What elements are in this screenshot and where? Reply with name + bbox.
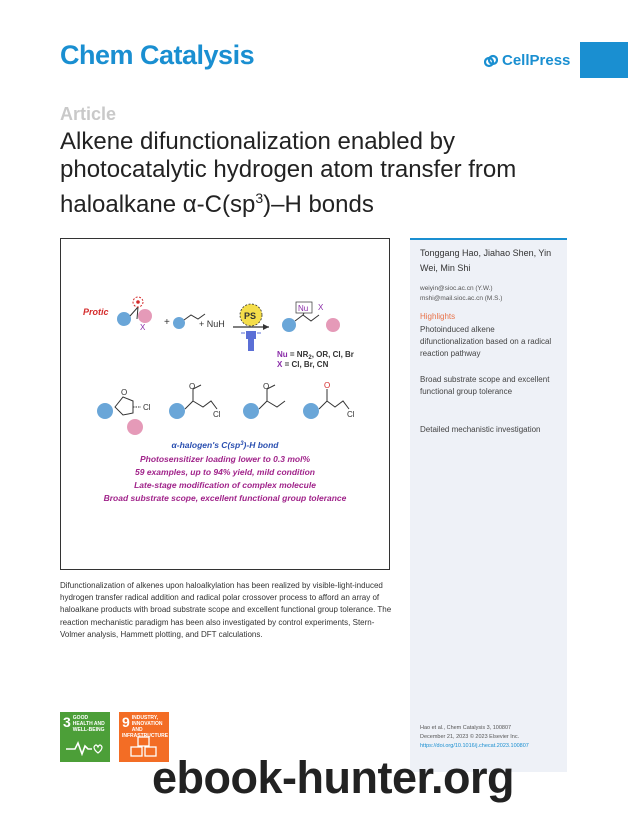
nu-def-sub: 2 — [308, 355, 312, 361]
example2-cl-label: Cl — [213, 410, 221, 419]
publication-date: December 21, 2023 © 2023 Elsevier Inc. — [420, 734, 520, 740]
nu-def-label: Nu — [277, 350, 288, 359]
graphical-abstract — [60, 238, 390, 570]
example-product-4 — [303, 381, 355, 419]
example-product-1 — [97, 388, 151, 435]
product-pink-ball — [326, 318, 340, 332]
nu-def-eq: = NR — [287, 350, 309, 359]
example1-cl-label: Cl — [143, 403, 151, 412]
heartbeat-icon — [66, 740, 104, 756]
reactant-pink-ball — [138, 309, 152, 323]
sdg-badge-3 — [60, 712, 110, 762]
example-product-3 — [243, 382, 285, 419]
article-title — [60, 128, 560, 219]
product-x-label: X — [318, 303, 324, 312]
highlight-item: Photoinduced alkene difunctionalization based on a radical reaction pathway — [420, 325, 552, 358]
title-line-2: photocatalytic hydrogen atom transfer from — [60, 156, 517, 183]
email-link[interactable]: weiyin@sioc.ac.cn (Y.W.) — [420, 285, 493, 292]
sdg-number: 9 — [122, 714, 130, 730]
author-list: Tonggang Hao, Jiahao Shen, Yin Wei, Min Shi — [420, 248, 552, 273]
bond-label — [172, 440, 280, 450]
example-product-2 — [169, 382, 221, 419]
x-definition — [277, 360, 329, 369]
author-emails — [420, 284, 502, 304]
sdg-label: GOOD HEALTH AND WELL-BEING — [72, 715, 105, 733]
sidebar-panel — [410, 238, 567, 772]
feature-line: Broad substrate scope, excellent functional group tolerance — [103, 493, 347, 503]
reactant-blue-ball — [117, 312, 131, 326]
plus-sign: + — [164, 317, 170, 328]
alkene-blue-ball — [173, 317, 185, 329]
abstract-text: Difunctionalization of alkenes upon haloalkylation has been realized by visible-light-induced hydrogen transfer radical addition and radical polar crossover process to afford an array of haloalkane products with broad substrate scope and excellent functional group tolerance. The reaction mechanistic paradigm has been also investigated by control experiments, Stern-Volmer analysis, Hammett plotting, and DFT calculations. — [60, 581, 392, 639]
citation-block — [420, 724, 529, 751]
led-lamp-icon — [241, 331, 261, 351]
product-blue-ball — [282, 318, 296, 332]
highlight-item: Detailed mechanistic investigation — [420, 425, 541, 434]
feature-line: 59 examples, up to 94% yield, mild condition — [135, 467, 315, 477]
highlights-heading: Highlights — [420, 312, 456, 321]
x-def-rest: = Cl, Br, CN — [282, 360, 329, 369]
corner-block — [580, 42, 628, 78]
title-line-3-pre: haloalkane α-C(sp — [60, 191, 256, 218]
title-line-3-sup: 3 — [255, 190, 264, 206]
feature-line: Photosensitizer loading lower to 0.3 mol% — [139, 454, 311, 464]
citation-text: Hao et al., Chem Catalysis 3, 100807 — [420, 725, 512, 731]
product-nu-label: Nu — [298, 304, 309, 313]
nuh-reagent: + NuH — [199, 319, 225, 329]
doi-link[interactable]: https://doi.org/10.1016/j.checat.2023.100807 — [420, 743, 529, 749]
ps-label: PS — [244, 311, 257, 321]
email-link[interactable]: mshi@mail.sioc.ac.cn (M.S.) — [420, 295, 503, 302]
bond-label-pre: α-halogen's C(sp — [171, 440, 241, 450]
example4-cl-label: Cl — [347, 410, 355, 419]
example2-o-label: O — [189, 382, 196, 391]
article-type: Article — [60, 104, 117, 124]
protic-label: Protic — [83, 307, 109, 317]
cellpress-logo — [484, 52, 570, 69]
nu-def-rest: , OR, Cl, Br — [311, 350, 354, 359]
feature-line: Late-stage modification of complex molecule — [134, 480, 316, 490]
title-line-1: Alkene difunctionalization enabled by — [60, 128, 455, 155]
watermark-text: ebook-hunter.org — [152, 752, 514, 803]
example1-o-label: O — [121, 388, 128, 397]
example3-o-label: O — [263, 382, 270, 391]
cellpress-icon — [484, 54, 498, 68]
bond-label-sup: 3 — [240, 441, 244, 447]
sdg-label: INDUSTRY, INNOVATION AND INFRASTRUCTURE — [122, 715, 169, 739]
reactant-x-label: X — [140, 323, 146, 332]
sdg-number: 3 — [63, 714, 71, 730]
journal-title: Chem Catalysis — [60, 40, 255, 70]
highlight-item: Broad substrate scope and excellent functional group tolerance — [420, 375, 550, 396]
bond-label-post: )-H bond — [243, 440, 279, 450]
x-def-label: X — [277, 360, 283, 369]
title-line-3-post: )–H bonds — [263, 191, 374, 218]
example4-o-label: O — [324, 381, 331, 390]
publisher-name: CellPress — [502, 52, 571, 69]
